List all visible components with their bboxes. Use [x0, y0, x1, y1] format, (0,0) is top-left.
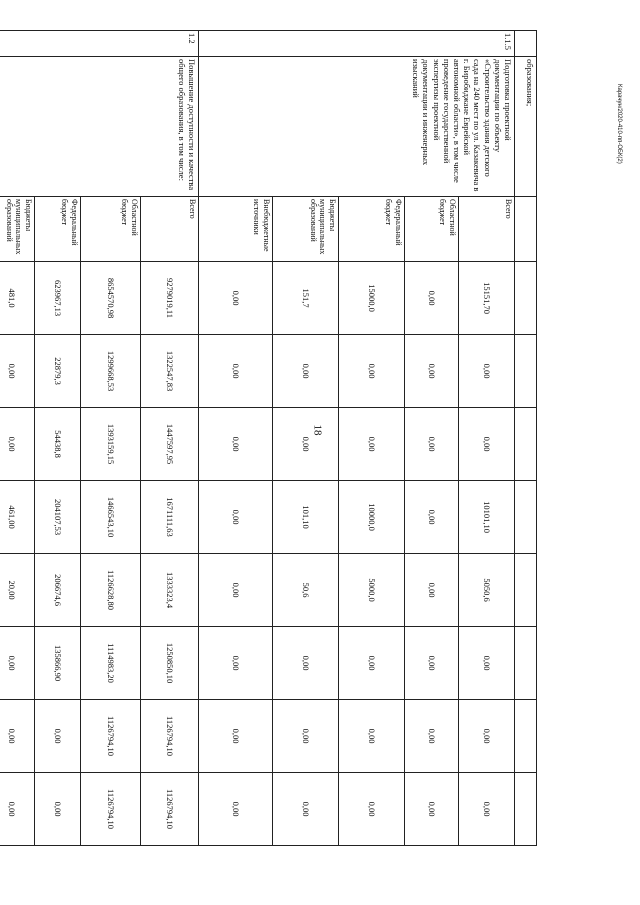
funding-source-cell: Федеральный бюджет	[339, 197, 405, 262]
value-cell: 0,00	[273, 773, 339, 846]
value-cell: 0,00	[0, 408, 35, 481]
value-cell: 0,00	[459, 700, 515, 773]
value-cell: 0,00	[273, 700, 339, 773]
value-cell: 0,00	[405, 262, 459, 335]
value-cell: 623967,13	[35, 262, 81, 335]
value-cell: 0,00	[199, 408, 273, 481]
value-cell: 0,00	[35, 773, 81, 846]
value-cell: 50,6	[273, 554, 339, 627]
value-cell: 1393159,15	[81, 408, 141, 481]
value-cell: 0,00	[339, 700, 405, 773]
value-cell: 0,00	[405, 627, 459, 700]
item-code-cell: 1.1.5	[199, 31, 515, 57]
value-cell: 1322547,83	[141, 335, 199, 408]
value-cell: 1250850,10	[141, 627, 199, 700]
funding-source-cell: Бюджеты муниципальных образований	[0, 197, 35, 262]
table-row	[515, 31, 537, 846]
value-cell: 0,00	[273, 335, 339, 408]
value-cell: 0,00	[405, 773, 459, 846]
program-name-cell: Повышение доступности и качества общего образования, в том числе:	[0, 57, 199, 197]
value-cell: 5050,6	[459, 554, 515, 627]
value-cell: 0,00	[0, 700, 35, 773]
value-cell: 1447597,95	[141, 408, 199, 481]
value-cell	[515, 262, 537, 335]
value-cell: 0,00	[0, 335, 35, 408]
table-row	[141, 31, 199, 846]
table-body	[0, 31, 537, 846]
value-cell: 1126794,10	[81, 700, 141, 773]
document-tag: Карачун/2020-410-пп-ОБК(2)	[616, 84, 622, 164]
value-cell: 0,00	[273, 408, 339, 481]
value-cell: 135866,90	[35, 627, 81, 700]
value-cell: 5000,0	[339, 554, 405, 627]
rotated-page-content	[4, 30, 537, 845]
value-cell: 0,00	[339, 335, 405, 408]
funding-source-cell: Всего	[141, 197, 199, 262]
value-cell: 0,00	[339, 627, 405, 700]
value-cell: 1126794,10	[141, 700, 199, 773]
value-cell: 0,00	[459, 773, 515, 846]
value-cell: 15000,0	[339, 262, 405, 335]
value-cell: 10000,0	[339, 481, 405, 554]
value-cell: 54438,8	[35, 408, 81, 481]
value-cell: 0,00	[405, 481, 459, 554]
value-cell: 1333323,4	[141, 554, 199, 627]
value-cell: 0,00	[0, 773, 35, 846]
value-cell: 0,00	[273, 627, 339, 700]
funding-source-cell: Всего	[459, 197, 515, 262]
value-cell: 1126794,10	[81, 773, 141, 846]
value-cell: 22879,3	[35, 335, 81, 408]
value-cell: 0,00	[405, 700, 459, 773]
value-cell: 461,00	[0, 481, 35, 554]
value-cell: 0,00	[459, 335, 515, 408]
table-viewport	[4, 30, 537, 845]
value-cell: 1466543,10	[81, 481, 141, 554]
value-cell: 481,0	[0, 262, 35, 335]
value-cell: 9279019,11	[141, 262, 199, 335]
value-cell: 0,00	[35, 700, 81, 773]
value-cell: 0,00	[199, 335, 273, 408]
source-cell	[515, 197, 537, 262]
value-cell: 204107,53	[35, 481, 81, 554]
value-cell: 0,00	[339, 773, 405, 846]
value-cell	[515, 554, 537, 627]
value-cell: 10101,10	[459, 481, 515, 554]
value-cell	[515, 773, 537, 846]
value-cell: 1126794,10	[141, 773, 199, 846]
value-cell: 1671111,63	[141, 481, 199, 554]
value-cell	[515, 408, 537, 481]
budget-table	[0, 30, 537, 846]
value-cell: 20,00	[0, 554, 35, 627]
value-cell: 1126628,80	[81, 554, 141, 627]
value-cell: 101,10	[273, 481, 339, 554]
value-cell	[515, 700, 537, 773]
value-cell: 0,00	[405, 335, 459, 408]
value-cell: 8654570,98	[81, 262, 141, 335]
value-cell	[515, 335, 537, 408]
value-cell: 0,00	[199, 481, 273, 554]
value-cell: 0,00	[405, 554, 459, 627]
value-cell	[515, 627, 537, 700]
value-cell: 0,00	[199, 700, 273, 773]
page-number: 18	[311, 424, 324, 436]
value-cell: 15151,70	[459, 262, 515, 335]
program-name-cell: образования;	[515, 57, 537, 197]
value-cell: 1299668,53	[81, 335, 141, 408]
value-cell: 1114983,20	[81, 627, 141, 700]
value-cell: 0,00	[405, 408, 459, 481]
code-cell	[515, 31, 537, 57]
funding-source-cell: Федеральный бюджет	[35, 197, 81, 262]
table-row	[459, 31, 515, 846]
value-cell: 0,00	[199, 262, 273, 335]
value-cell: 151,7	[273, 262, 339, 335]
value-cell: 0,00	[459, 408, 515, 481]
program-name-cell: Подготовка проектной документации по объекту «Строительство здания детского сада на 240 мест по ул. Казакевича в г. Биробиджане Еврейской автономной области», в том числе проведение государственной экспертизы проектной документации и инженерных изысканий	[199, 57, 515, 197]
value-cell: 206674,6	[35, 554, 81, 627]
value-cell: 0,00	[339, 408, 405, 481]
value-cell: 0,00	[199, 773, 273, 846]
funding-source-cell: Внебюджетные источники	[199, 197, 273, 262]
item-code-cell: 1.2	[0, 31, 199, 57]
value-cell: 0,00	[199, 554, 273, 627]
funding-source-cell: Бюджеты муниципальных образований	[273, 197, 339, 262]
funding-source-cell: Областной бюджет	[405, 197, 459, 262]
value-cell	[515, 481, 537, 554]
value-cell: 0,00	[459, 627, 515, 700]
value-cell: 0,00	[0, 627, 35, 700]
funding-source-cell: Областной бюджет	[81, 197, 141, 262]
value-cell: 0,00	[199, 627, 273, 700]
